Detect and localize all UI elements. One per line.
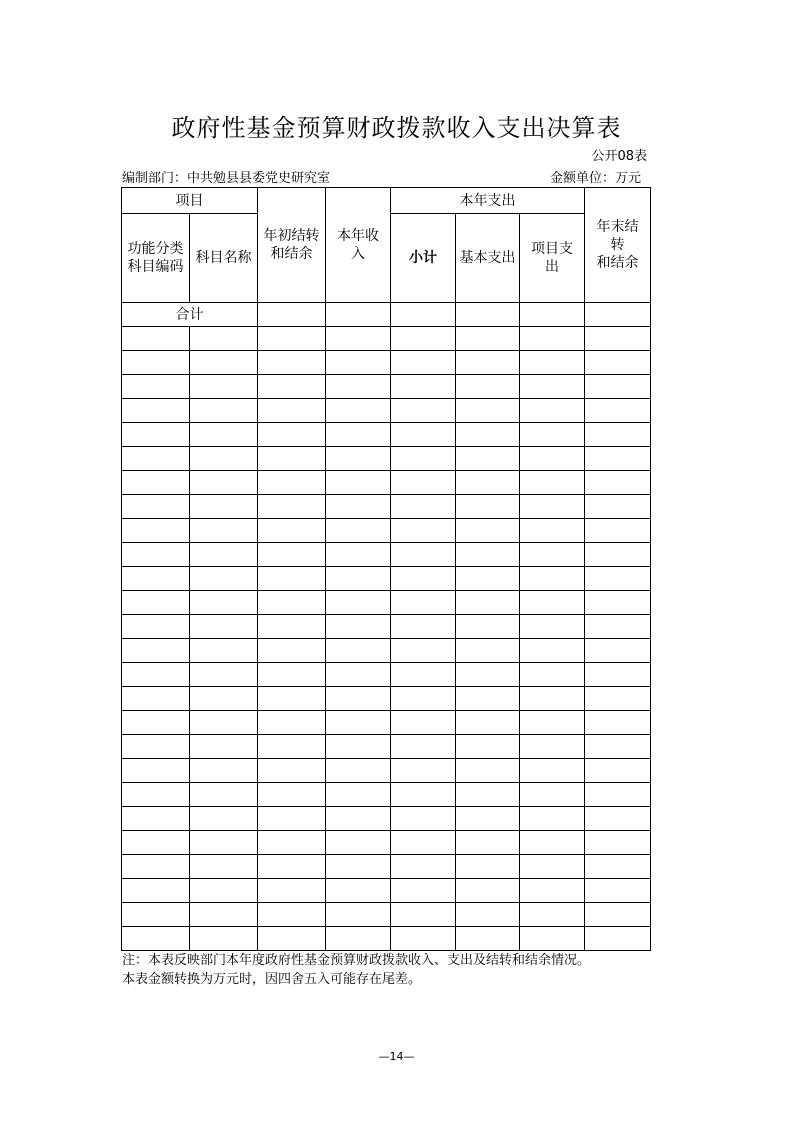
table-cell <box>520 687 585 711</box>
table-cell <box>391 351 456 375</box>
table-cell <box>585 543 651 567</box>
table-cell <box>456 495 520 519</box>
table-row <box>122 399 651 423</box>
table-cell <box>391 711 456 735</box>
table-cell <box>190 471 258 495</box>
table-cell <box>456 447 520 471</box>
table-cell <box>391 591 456 615</box>
header-item-group: 项目 <box>122 188 258 214</box>
table-cell <box>122 399 190 423</box>
table-cell <box>520 399 585 423</box>
table-cell <box>520 639 585 663</box>
table-cell <box>258 543 326 567</box>
table-cell <box>190 375 258 399</box>
table-cell <box>190 423 258 447</box>
table-cell <box>326 543 391 567</box>
table-cell <box>326 903 391 927</box>
table-cell <box>585 711 651 735</box>
table-cell <box>456 519 520 543</box>
table-cell <box>258 567 326 591</box>
table-cell <box>585 471 651 495</box>
table-cell <box>326 351 391 375</box>
table-cell <box>520 495 585 519</box>
table-cell <box>585 519 651 543</box>
department-label: 编制部门：中共勉县县委党史研究室 <box>122 171 331 186</box>
table-cell <box>585 567 651 591</box>
table-row <box>122 711 651 735</box>
table-cell <box>391 927 456 951</box>
table-row <box>122 831 651 855</box>
table-row <box>122 567 651 591</box>
table-cell <box>190 399 258 423</box>
table-cell <box>122 783 190 807</box>
table-cell <box>258 375 326 399</box>
table-cell <box>190 615 258 639</box>
table-cell <box>122 471 190 495</box>
table-cell <box>391 375 456 399</box>
header-closing-balance: 年末结 转 和结余 <box>585 188 651 303</box>
table-cell <box>258 735 326 759</box>
table-cell <box>258 447 326 471</box>
table-cell <box>391 663 456 687</box>
table-cell <box>326 519 391 543</box>
table-cell <box>258 615 326 639</box>
table-cell <box>258 687 326 711</box>
table-cell <box>122 831 190 855</box>
table-cell <box>258 831 326 855</box>
table-cell <box>122 591 190 615</box>
table-cell <box>520 375 585 399</box>
table-cell <box>585 903 651 927</box>
table-cell <box>520 351 585 375</box>
table-cell <box>122 855 190 879</box>
header-opening-balance: 年初结转 和结余 <box>258 188 326 303</box>
table-row <box>122 903 651 927</box>
total-label: 合计 <box>122 303 258 327</box>
table-cell <box>391 855 456 879</box>
table-cell <box>122 663 190 687</box>
table-cell <box>520 879 585 903</box>
table-cell <box>391 879 456 903</box>
table-cell <box>585 687 651 711</box>
table-cell <box>585 663 651 687</box>
table-cell <box>585 639 651 663</box>
table-row <box>122 807 651 831</box>
table-cell <box>258 807 326 831</box>
table-row <box>122 615 651 639</box>
table-cell <box>258 591 326 615</box>
table-cell <box>122 519 190 543</box>
table-cell <box>258 519 326 543</box>
table-cell <box>326 591 391 615</box>
table-cell <box>190 327 258 351</box>
table-cell <box>391 303 456 327</box>
table-cell <box>391 807 456 831</box>
table-cell <box>585 807 651 831</box>
table-row <box>122 927 651 951</box>
table-cell <box>326 423 391 447</box>
table-cell <box>456 375 520 399</box>
table-cell <box>585 495 651 519</box>
table-row <box>122 759 651 783</box>
table-cell <box>391 639 456 663</box>
table-cell <box>520 783 585 807</box>
page-number: —14— <box>378 1050 415 1063</box>
table-cell <box>326 639 391 663</box>
table-cell <box>520 759 585 783</box>
table-cell <box>391 519 456 543</box>
table-cell <box>456 783 520 807</box>
table-cell <box>456 735 520 759</box>
table-cell <box>258 351 326 375</box>
table-cell <box>456 903 520 927</box>
header-func-code: 功能分类 科目编码 <box>122 214 190 303</box>
header-annual-income: 本年收 入 <box>326 188 391 303</box>
table-cell <box>456 303 520 327</box>
table-cell <box>258 303 326 327</box>
table-cell <box>520 567 585 591</box>
table-cell <box>391 471 456 495</box>
table-row <box>122 663 651 687</box>
table-cell <box>456 711 520 735</box>
table-cell <box>391 423 456 447</box>
table-cell <box>122 903 190 927</box>
table-cell <box>190 663 258 687</box>
table-cell <box>456 327 520 351</box>
table-cell <box>520 519 585 543</box>
table-cell <box>122 879 190 903</box>
table-cell <box>326 447 391 471</box>
table-cell <box>190 735 258 759</box>
table-cell <box>391 495 456 519</box>
table-cell <box>326 855 391 879</box>
table-cell <box>520 471 585 495</box>
table-cell <box>456 639 520 663</box>
table-cell <box>122 927 190 951</box>
table-cell <box>122 735 190 759</box>
table-cell <box>326 327 391 351</box>
table-cell <box>326 399 391 423</box>
table-cell <box>258 783 326 807</box>
table-code: 公开08表 <box>591 149 647 164</box>
table-cell <box>326 711 391 735</box>
header-expense-group: 本年支出 <box>391 188 585 214</box>
table-cell <box>585 375 651 399</box>
table-cell <box>456 471 520 495</box>
header-subtotal: 小计 <box>391 214 456 303</box>
table-row <box>122 447 651 471</box>
table-cell <box>122 687 190 711</box>
table-cell <box>520 615 585 639</box>
table-row <box>122 327 651 351</box>
table-cell <box>258 663 326 687</box>
table-cell <box>520 303 585 327</box>
table-cell <box>585 759 651 783</box>
table-row <box>122 519 651 543</box>
table-cell <box>585 447 651 471</box>
unit-label: 金额单位：万元 <box>549 171 641 186</box>
table-cell <box>122 759 190 783</box>
table-row <box>122 855 651 879</box>
table-cell <box>456 351 520 375</box>
table-cell <box>122 807 190 831</box>
table-cell <box>456 687 520 711</box>
table-cell <box>585 303 651 327</box>
table-cell <box>520 591 585 615</box>
table-cell <box>258 639 326 663</box>
table-cell <box>585 831 651 855</box>
table-cell <box>258 927 326 951</box>
table-row <box>122 879 651 903</box>
table-cell <box>585 855 651 879</box>
table-cell <box>585 615 651 639</box>
table-cell <box>122 327 190 351</box>
table-cell <box>326 927 391 951</box>
table-cell <box>520 735 585 759</box>
table-cell <box>122 543 190 567</box>
table-cell <box>122 615 190 639</box>
table-cell <box>391 615 456 639</box>
table-cell <box>391 783 456 807</box>
table-cell <box>520 807 585 831</box>
table-cell <box>190 711 258 735</box>
table-row <box>122 639 651 663</box>
table-cell <box>391 759 456 783</box>
table-cell <box>520 831 585 855</box>
header-subject-name: 科目名称 <box>190 214 258 303</box>
table-row <box>122 495 651 519</box>
table-cell <box>190 927 258 951</box>
table-cell <box>391 831 456 855</box>
table-cell <box>122 495 190 519</box>
total-row <box>122 303 651 327</box>
table-cell <box>520 711 585 735</box>
table-cell <box>190 807 258 831</box>
table-cell <box>258 879 326 903</box>
table-cell <box>585 327 651 351</box>
note-line: 注：本表反映部门本年度政府性基金预算财政拨款收入、支出及结转和结余情况。 <box>122 953 591 968</box>
table-cell <box>190 903 258 927</box>
table-row <box>122 375 651 399</box>
table-cell <box>456 879 520 903</box>
table-cell <box>585 879 651 903</box>
table-cell <box>391 735 456 759</box>
table-cell <box>326 471 391 495</box>
note-line: 本表金额转换为万元时，因四舍五入可能存在尾差。 <box>122 972 422 987</box>
table-cell <box>456 615 520 639</box>
table-cell <box>122 447 190 471</box>
table-cell <box>326 615 391 639</box>
table-row <box>122 735 651 759</box>
table-cell <box>190 543 258 567</box>
table-cell <box>326 567 391 591</box>
table-cell <box>391 543 456 567</box>
table-cell <box>326 735 391 759</box>
table-cell <box>190 879 258 903</box>
table-cell <box>326 687 391 711</box>
table-cell <box>122 375 190 399</box>
table-cell <box>190 495 258 519</box>
table-cell <box>456 591 520 615</box>
table-cell <box>190 783 258 807</box>
table-cell <box>585 423 651 447</box>
table-cell <box>520 423 585 447</box>
table-cell <box>122 639 190 663</box>
table-cell <box>190 759 258 783</box>
table-cell <box>258 711 326 735</box>
table-cell <box>585 927 651 951</box>
table-cell <box>391 567 456 591</box>
table-cell <box>326 759 391 783</box>
table-cell <box>326 375 391 399</box>
table-cell <box>456 423 520 447</box>
table-cell <box>456 399 520 423</box>
table-cell <box>190 639 258 663</box>
table-cell <box>456 855 520 879</box>
table-cell <box>456 567 520 591</box>
table-cell <box>258 495 326 519</box>
table-cell <box>456 663 520 687</box>
table-cell <box>326 783 391 807</box>
table-cell <box>520 855 585 879</box>
table-cell <box>520 927 585 951</box>
table-cell <box>258 471 326 495</box>
table-cell <box>520 663 585 687</box>
budget-table <box>121 187 651 951</box>
table-cell <box>391 687 456 711</box>
table-cell <box>258 759 326 783</box>
table-cell <box>456 831 520 855</box>
table-cell <box>190 591 258 615</box>
table-cell <box>456 927 520 951</box>
table-cell <box>520 447 585 471</box>
table-cell <box>190 447 258 471</box>
table-cell <box>520 543 585 567</box>
table-cell <box>190 687 258 711</box>
table-cell <box>585 351 651 375</box>
table-cell <box>326 303 391 327</box>
table-cell <box>122 351 190 375</box>
table-cell <box>258 423 326 447</box>
table-cell <box>326 663 391 687</box>
notes <box>122 951 590 989</box>
table-cell <box>326 831 391 855</box>
table-row <box>122 351 651 375</box>
table-cell <box>585 591 651 615</box>
table-cell <box>456 759 520 783</box>
table-cell <box>585 735 651 759</box>
table-cell <box>391 327 456 351</box>
table-row <box>122 543 651 567</box>
page-title: 政府性基金预算财政拨款收入支出决算表 <box>171 114 622 142</box>
table-cell <box>190 519 258 543</box>
table-cell <box>391 399 456 423</box>
table-cell <box>122 567 190 591</box>
table-cell <box>258 327 326 351</box>
table-row <box>122 783 651 807</box>
table-cell <box>520 327 585 351</box>
table-cell <box>456 543 520 567</box>
table-cell <box>326 495 391 519</box>
table-row <box>122 591 651 615</box>
table-cell <box>326 879 391 903</box>
table-cell <box>391 903 456 927</box>
table-row <box>122 423 651 447</box>
table-cell <box>520 903 585 927</box>
table-cell <box>456 807 520 831</box>
table-cell <box>585 399 651 423</box>
table-cell <box>190 831 258 855</box>
table-cell <box>585 783 651 807</box>
table-row <box>122 471 651 495</box>
table-cell <box>122 711 190 735</box>
table-cell <box>190 567 258 591</box>
header-project-expense: 项目支 出 <box>520 214 585 303</box>
table-cell <box>258 903 326 927</box>
table-cell <box>258 399 326 423</box>
table-cell <box>258 855 326 879</box>
table-cell <box>391 447 456 471</box>
header-basic-expense: 基本支出 <box>456 214 520 303</box>
table-cell <box>326 807 391 831</box>
table-row <box>122 687 651 711</box>
table-cell <box>190 855 258 879</box>
table-cell <box>190 351 258 375</box>
table-cell <box>122 423 190 447</box>
